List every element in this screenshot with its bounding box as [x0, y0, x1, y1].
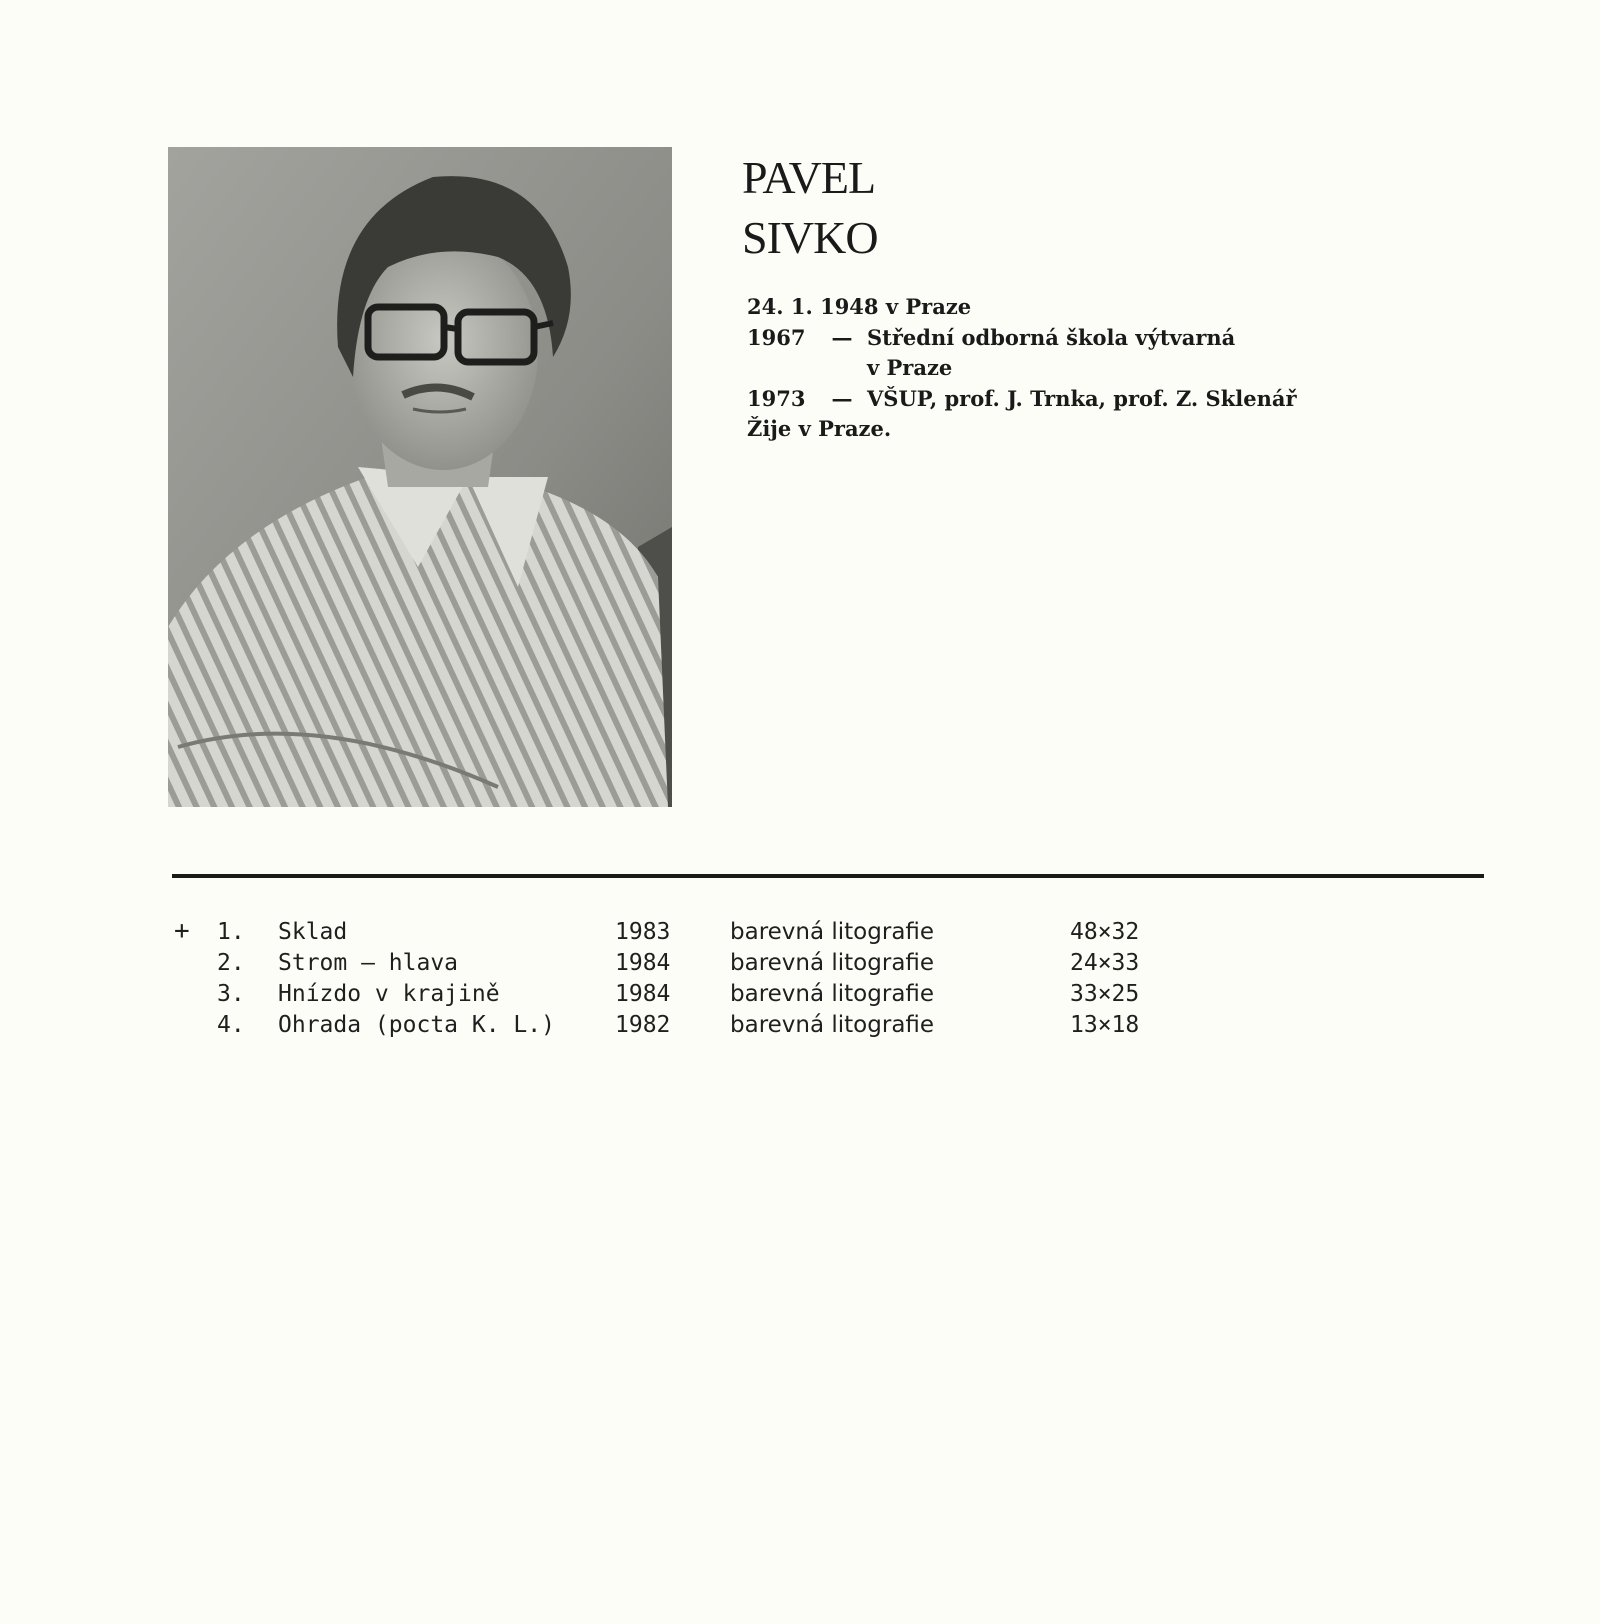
work-size: 24×33 [1070, 950, 1140, 976]
work-row [170, 981, 1170, 1012]
work-row [170, 950, 1170, 981]
works-list [170, 916, 1170, 1043]
work-number: 2. [217, 950, 245, 976]
bio-entry [747, 323, 1407, 354]
bio-entry-dash: — [831, 385, 853, 411]
work-technique: barevná litografie [730, 1012, 935, 1038]
bio-entry-year: 1967 [747, 324, 806, 350]
bio-entry-continuation: v Praze [867, 355, 953, 380]
bio-entry-year: 1973 [747, 385, 806, 411]
work-title: Sklad [278, 919, 348, 945]
work-size: 48×32 [1070, 919, 1140, 945]
work-number: 3. [217, 981, 245, 1007]
work-year: 1982 [615, 1012, 671, 1038]
work-title: Ohrada (pocta K. L.) [278, 1012, 555, 1038]
artist-first-name: PAVEL [742, 152, 876, 203]
artist-biography [747, 292, 1407, 445]
work-row [170, 916, 1170, 950]
work-technique: barevná litografie [730, 981, 935, 1007]
artist-name [742, 148, 878, 268]
work-mark: + [174, 916, 190, 946]
work-title: Strom — hlava [278, 950, 459, 976]
work-year: 1983 [615, 919, 671, 945]
work-title: Hnízdo v krajině [278, 981, 500, 1007]
bio-entry [747, 384, 1407, 415]
bio-entry-text: Střední odborná škola výtvarná [867, 324, 1236, 350]
work-technique: barevná litografie [730, 950, 935, 976]
work-row [170, 1012, 1170, 1043]
bio-entry-text: VŠUP, prof. J. Trnka, prof. Z. Sklenář [867, 385, 1297, 411]
work-year: 1984 [615, 950, 671, 976]
bio-birth: 24. 1. 1948 v Praze [747, 294, 972, 319]
artist-last-name: SIVKO [742, 211, 878, 263]
bio-entry-dash: — [831, 324, 853, 350]
bio-residence: Žije v Praze. [747, 416, 892, 441]
work-number: 4. [217, 1012, 245, 1038]
work-number: 1. [217, 919, 245, 945]
artist-portrait-photo [168, 147, 672, 807]
work-technique: barevná litografie [730, 919, 935, 945]
work-year: 1984 [615, 981, 671, 1007]
work-size: 33×25 [1070, 981, 1140, 1007]
section-divider [172, 874, 1484, 878]
work-size: 13×18 [1070, 1012, 1140, 1038]
